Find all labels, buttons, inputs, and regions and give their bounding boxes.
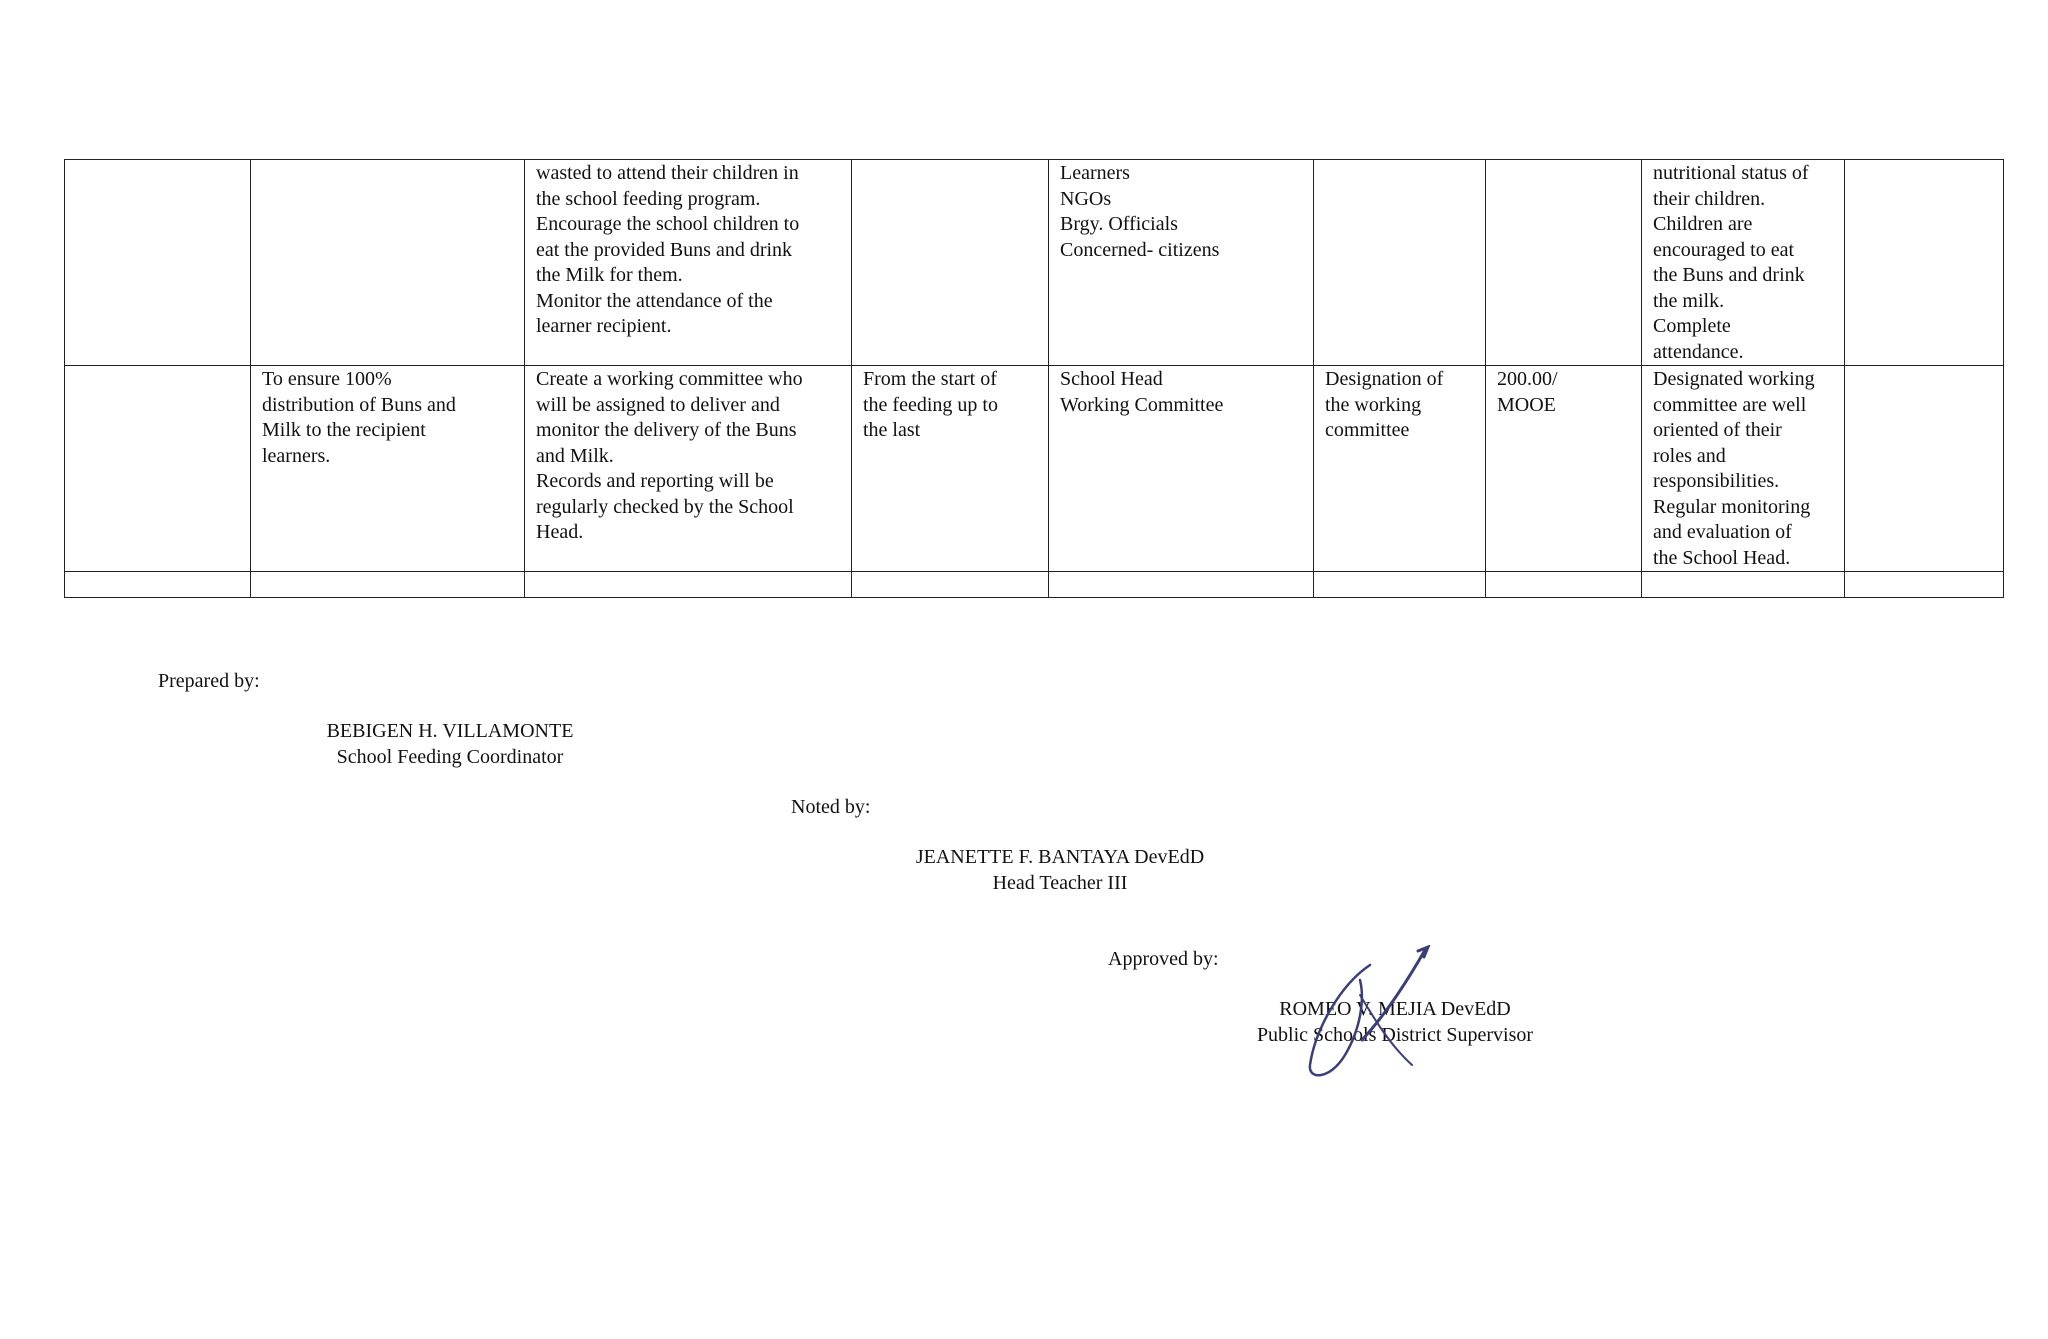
table-row [65,366,2004,572]
table-cell [1845,572,2004,598]
table-cell [852,572,1049,598]
table-row [65,160,2004,366]
table-cell: Designated working committee are well oriented of their roles and responsibilities. Regular monitoring and evaluation of the School Head. [1642,366,1845,572]
table-cell: To ensure 100% distribution of Buns and Milk to the recipient learners. [251,366,525,572]
table-cell [1314,572,1486,598]
table-cell: Learners NGOs Brgy. Officials Concerned- citizens [1049,160,1314,366]
table-row [65,572,2004,598]
plan-table [64,159,2004,598]
table-cell [1642,572,1845,598]
table-cell [1486,160,1642,366]
table-cell: School Head Working Committee [1049,366,1314,572]
noted-by-label: Noted by: [791,796,871,818]
prepared-by-title: School Feeding Coordinator [336,745,564,768]
table-cell [852,160,1049,366]
table-cell [1486,572,1642,598]
approved-by-label: Approved by: [1108,948,1219,970]
noted-by-title: Head Teacher III [992,871,1128,894]
table-cell: Create a working committee who will be assigned to deliver and monitor the delivery of the Buns and Milk. Records and reporting will be regularly checked by the School Head. [525,366,852,572]
prepared-by-signatory [300,719,600,770]
table-cell: wasted to attend their children in the school feeding program. Encourage the school children to eat the provided Buns and drink the Milk for them. Monitor the attendance of the learner recipient. [525,160,852,366]
table-cell [65,160,251,366]
signature-icon [1300,945,1450,1085]
approved-by-name: ROMEO V. MEJIA DevEdD [1279,998,1511,1020]
prepared-by-name: BEBIGEN H. VILLAMONTE [326,720,574,742]
table-cell [65,366,251,572]
table-cell [251,572,525,598]
noted-by-signatory [880,845,1240,896]
approved-by-title: Public Schools District Supervisor [1256,1023,1534,1046]
table-cell: 200.00/ MOOE [1486,366,1642,572]
table-cell [1845,366,2004,572]
table-cell [525,572,852,598]
table-cell: From the start of the feeding up to the last [852,366,1049,572]
table-cell [251,160,525,366]
table-cell: Designation of the working committee [1314,366,1486,572]
table-cell: nutritional status of their children. Children are encouraged to eat the Buns and drink the milk. Complete attendance. [1642,160,1845,366]
noted-by-name: JEANETTE F. BANTAYA DevEdD [915,846,1205,868]
table-cell [1049,572,1314,598]
table-cell [1314,160,1486,366]
table-cell [1845,160,2004,366]
prepared-by-label: Prepared by: [158,670,260,692]
table-cell [65,572,251,598]
